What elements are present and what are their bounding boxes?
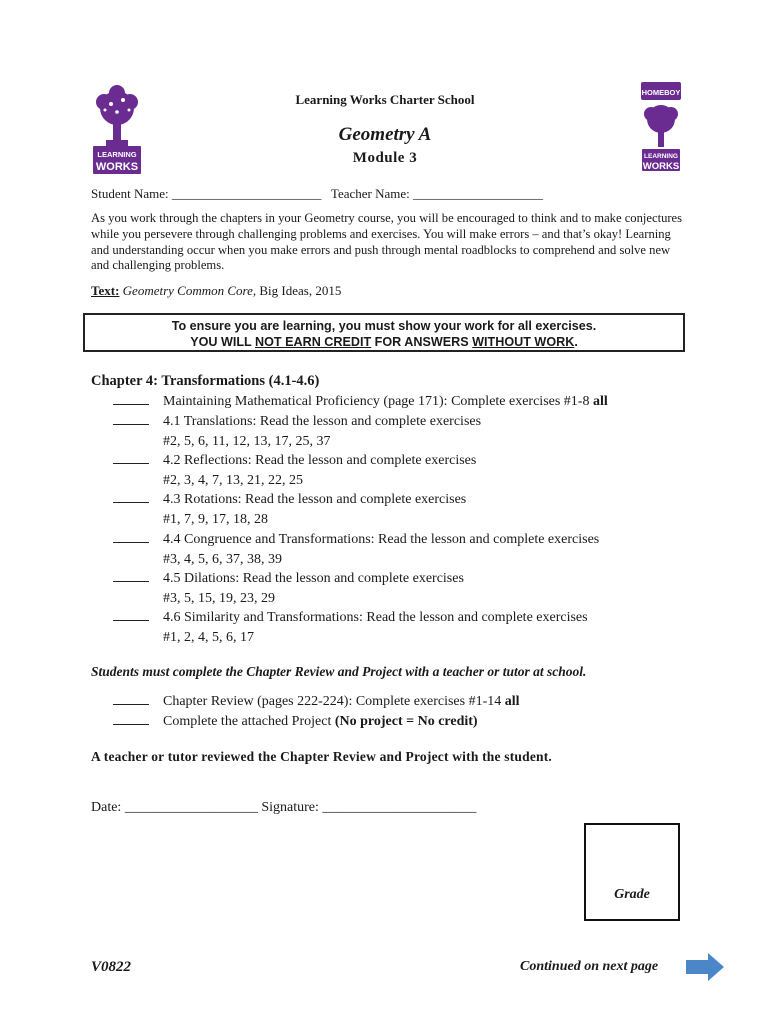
task-line-1: 4.5 Dilations: Read the lesson and complete exercises <box>163 571 464 586</box>
final-task-item <box>113 712 673 732</box>
logo-left-text-1: LEARNING <box>97 150 137 159</box>
next-page-arrow-icon <box>686 953 724 986</box>
continued-note: Continued on next page <box>520 959 659 974</box>
task-description <box>163 412 663 451</box>
notice-part-b: NOT EARN CREDIT <box>255 335 372 349</box>
date-field[interactable]: Date: ___________________ <box>91 800 258 815</box>
sign-line <box>91 800 476 816</box>
chapter-title: Chapter 4: Transformations (4.1-4.6) <box>91 373 320 389</box>
final-task-bold: (No project = No credit) <box>334 714 478 729</box>
task-checkoff-blank[interactable] <box>113 713 149 725</box>
student-name-field[interactable]: Student Name: _______________________ <box>91 186 322 201</box>
task-checkoff-blank[interactable] <box>113 693 149 705</box>
task-checkoff-blank[interactable] <box>113 570 149 582</box>
logo-right-text-1: LEARNING <box>644 153 678 160</box>
notice-part-d: WITHOUT WORK <box>472 335 575 349</box>
teacher-name-field[interactable]: Teacher Name: ____________________ <box>330 186 544 201</box>
logo-right-text-2: WORKS <box>642 161 680 172</box>
final-task-item <box>113 692 673 712</box>
chapter-task-item <box>113 451 673 490</box>
logo-right-top-text: HOMEBOY <box>641 88 681 97</box>
names-line <box>91 186 543 202</box>
work-notice-box <box>83 313 685 352</box>
task-description <box>163 569 663 608</box>
task-checkoff-blank[interactable] <box>113 491 149 503</box>
text-book: Geometry Common Core, <box>122 283 257 298</box>
task-description <box>163 530 663 569</box>
course-title: Geometry A <box>338 124 432 145</box>
chapter-task-item <box>113 530 673 569</box>
text-label: Text: <box>91 283 120 298</box>
school-name: Learning Works Charter School <box>295 92 475 107</box>
task-exercise-numbers: #2, 5, 6, 11, 12, 13, 17, 25, 37 <box>163 433 331 449</box>
module-title: Module 3 <box>352 150 418 166</box>
notice-part-a: YOU WILL <box>190 335 256 349</box>
task-line-1: Maintaining Mathematical Proficiency (page 171): Complete exercises #1-8 <box>163 394 593 409</box>
chapter-task-item <box>113 608 673 647</box>
task-line-1: 4.1 Translations: Read the lesson and complete exercises <box>163 414 482 429</box>
task-checkoff-blank[interactable] <box>113 452 149 464</box>
chapter-task-item <box>113 490 673 529</box>
task-checkoff-blank[interactable] <box>113 393 149 405</box>
text-reference <box>91 283 341 299</box>
task-description <box>163 692 663 712</box>
notice-part-c: FOR ANSWERS <box>371 335 473 349</box>
task-bold: all <box>592 394 608 409</box>
task-description <box>163 608 663 647</box>
review-statement: A teacher or tutor reviewed the Chapter Review and Project with the student. <box>91 749 553 764</box>
task-line-1: 4.4 Congruence and Transformations: Read the lesson and complete exercises <box>163 532 600 547</box>
chapter-task-item <box>113 412 673 451</box>
task-description <box>163 392 663 412</box>
task-checkoff-blank[interactable] <box>113 413 149 425</box>
final-task-text: Chapter Review (pages 222-224): Complete exercises #1-14 <box>163 694 505 709</box>
task-description <box>163 451 663 490</box>
task-description <box>163 490 663 529</box>
final-task-text: Complete the attached Project <box>163 714 335 729</box>
task-line-1: 4.2 Reflections: Read the lesson and complete exercises <box>163 453 477 468</box>
task-exercise-numbers: #2, 3, 4, 7, 13, 21, 22, 25 <box>163 472 303 488</box>
requirement-note: Students must complete the Chapter Review and Project with a teacher or tutor at school. <box>91 664 587 679</box>
task-exercise-numbers: #3, 4, 5, 6, 37, 38, 39 <box>163 551 282 567</box>
task-checkoff-blank[interactable] <box>113 609 149 621</box>
task-exercise-numbers: #3, 5, 15, 19, 23, 29 <box>163 590 275 606</box>
text-publisher: Big Ideas, 2015 <box>259 283 342 298</box>
grade-label: Grade <box>614 887 650 902</box>
notice-line-2 <box>85 334 683 350</box>
final-task-bold: all <box>504 694 520 709</box>
task-description <box>163 712 663 732</box>
task-exercise-numbers: #1, 2, 4, 5, 6, 17 <box>163 629 254 645</box>
version-code: V0822 <box>91 959 132 975</box>
grade-box[interactable] <box>584 823 680 921</box>
notice-part-e: . <box>574 335 578 349</box>
logo-left-text-2: WORKS <box>95 161 139 173</box>
task-exercise-numbers: #1, 7, 9, 17, 18, 28 <box>163 511 268 527</box>
notice-line-1: To ensure you are learning, you must show your work for all exercises. <box>171 319 597 333</box>
signature-field[interactable]: Signature: ______________________ <box>261 800 477 815</box>
chapter-task-item <box>113 392 673 412</box>
task-line-1: 4.6 Similarity and Transformations: Read the lesson and complete exercises <box>163 610 588 625</box>
chapter-task-item <box>113 569 673 608</box>
task-checkoff-blank[interactable] <box>113 531 149 543</box>
intro-paragraph: As you work through the chapters in your Geometry course, you will be encouraged to think and to make conjectures while you persevere through challenging problems and exercises. You will make errors – and that’s okay! Learning and understanding occur when you make errors and push through mental roadblocks to comprehend and solve new and challenging problems. <box>91 211 683 273</box>
task-line-1: 4.3 Rotations: Read the lesson and complete exercises <box>163 492 467 507</box>
